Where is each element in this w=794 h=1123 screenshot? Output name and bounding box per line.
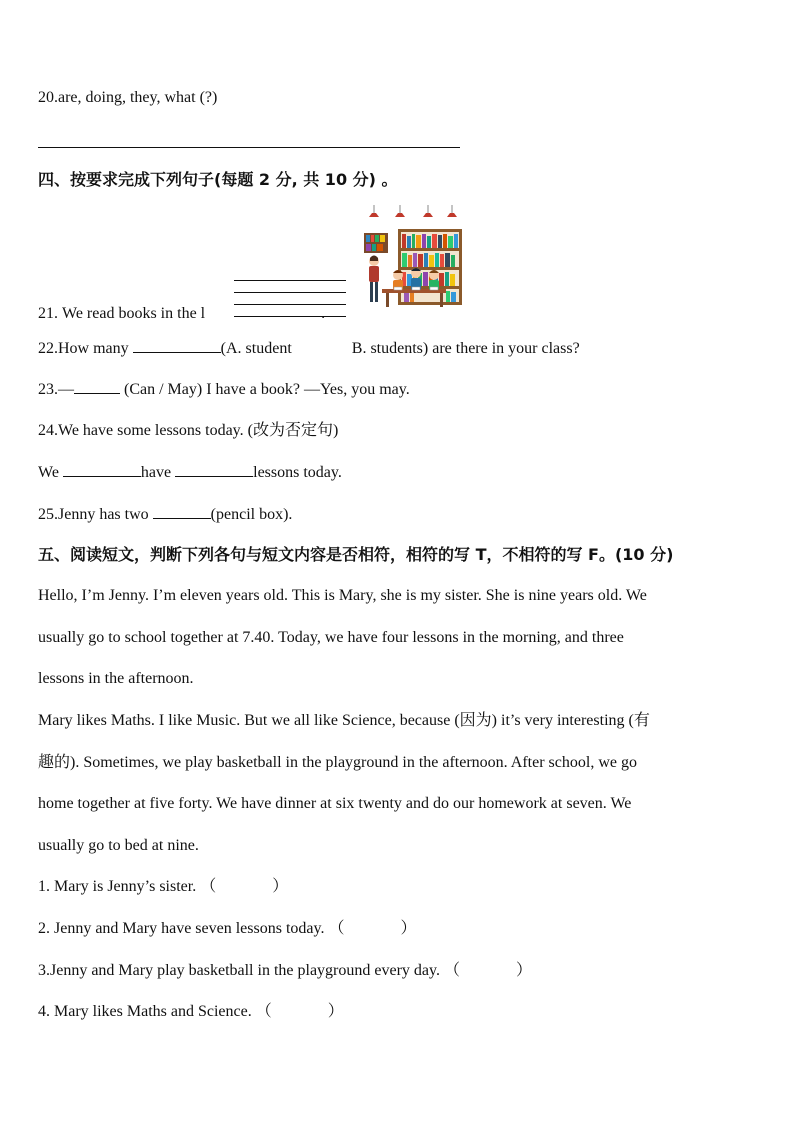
- blank[interactable]: [175, 462, 253, 477]
- question-number: 20.: [38, 89, 58, 106]
- answer-bracket[interactable]: （ ）: [443, 962, 532, 979]
- question-21: [38, 304, 325, 324]
- statement-text: 3.Jenny and Mary play basketball in the playground every day.: [38, 962, 440, 979]
- answer-line: [234, 292, 346, 293]
- statement-text: 1. Mary is Jenny’s sister.: [38, 878, 197, 895]
- answer-bracket[interactable]: （ ）: [255, 1003, 344, 1020]
- lamp-icon: [369, 205, 457, 217]
- answer-line: [234, 280, 346, 281]
- question-number: 22.: [38, 340, 58, 357]
- answer-bracket[interactable]: （ ）: [328, 920, 417, 937]
- passage-line: Mary likes Maths. I like Music. But we all like Science, because (因为) it’s very interesting (有: [38, 712, 650, 729]
- blank[interactable]: [133, 338, 221, 353]
- question-22: [38, 338, 580, 359]
- question-24: [38, 421, 338, 441]
- blank[interactable]: [63, 462, 141, 477]
- passage-line: lessons in the afternoon.: [38, 670, 194, 687]
- statement-1: [38, 877, 288, 897]
- passage-line: 趣的). Sometimes, we play basketball in the playground in the afternoon. After school, we go: [38, 754, 637, 771]
- option-a: (A. student: [220, 340, 292, 357]
- question-text: How many: [58, 340, 129, 357]
- passage-line: usually go to bed at nine.: [38, 837, 199, 854]
- question-number: 24.: [38, 422, 58, 439]
- question-text-end: (pencil box).: [210, 506, 293, 523]
- library-illustration: [360, 205, 464, 311]
- question-25: [38, 504, 292, 525]
- question-number: 23.: [38, 381, 58, 398]
- answer-line-20[interactable]: [38, 147, 460, 148]
- section-5-heading: 五、阅读短文，判断下列各句与短文内容是否相符，相符的写 T，不相符的写 F。(10 分): [38, 545, 674, 564]
- reply-text: —Yes, you may.: [303, 381, 410, 398]
- statement-text: 4. Mary likes Maths and Science.: [38, 1003, 252, 1020]
- statement-text: 2. Jenny and Mary have seven lessons today.: [38, 920, 325, 937]
- statement-2: [38, 919, 416, 939]
- question-24-answer: [38, 462, 342, 483]
- word: lessons today.: [253, 464, 342, 481]
- question-20: [38, 88, 217, 108]
- word: We: [38, 464, 59, 481]
- question-text: We read books in the l: [62, 305, 206, 322]
- question-text: Jenny has two: [58, 506, 149, 523]
- blank[interactable]: [74, 379, 120, 394]
- blank[interactable]: [153, 504, 211, 519]
- question-number: 21.: [38, 305, 58, 322]
- answer-bracket[interactable]: （ ）: [200, 878, 289, 895]
- question-text: We have some lessons today. (改为否定句): [58, 422, 339, 439]
- statement-4: [38, 1002, 344, 1022]
- dash: —: [58, 381, 74, 398]
- question-text: are, doing, they, what (?): [58, 89, 218, 106]
- passage-line: usually go to school together at 7.40. Today, we have four lessons in the morning, and three: [38, 629, 624, 646]
- question-23: [38, 379, 410, 400]
- question-number: 25.: [38, 506, 58, 523]
- option-b: B. students) are there in your class?: [351, 340, 580, 357]
- question-text-end: .: [321, 305, 326, 322]
- passage-line: home together at five forty. We have dinner at six twenty and do our homework at seven. We: [38, 795, 632, 812]
- passage-line: Hello, I’m Jenny. I’m eleven years old. This is Mary, she is my sister. She is nine years old. We: [38, 587, 647, 604]
- question-text: (Can / May) I have a book?: [124, 381, 300, 398]
- statement-3: [38, 961, 532, 981]
- word: have: [140, 464, 172, 481]
- section-4-heading: 四、按要求完成下列句子(每题 2 分, 共 10 分) 。: [38, 170, 398, 189]
